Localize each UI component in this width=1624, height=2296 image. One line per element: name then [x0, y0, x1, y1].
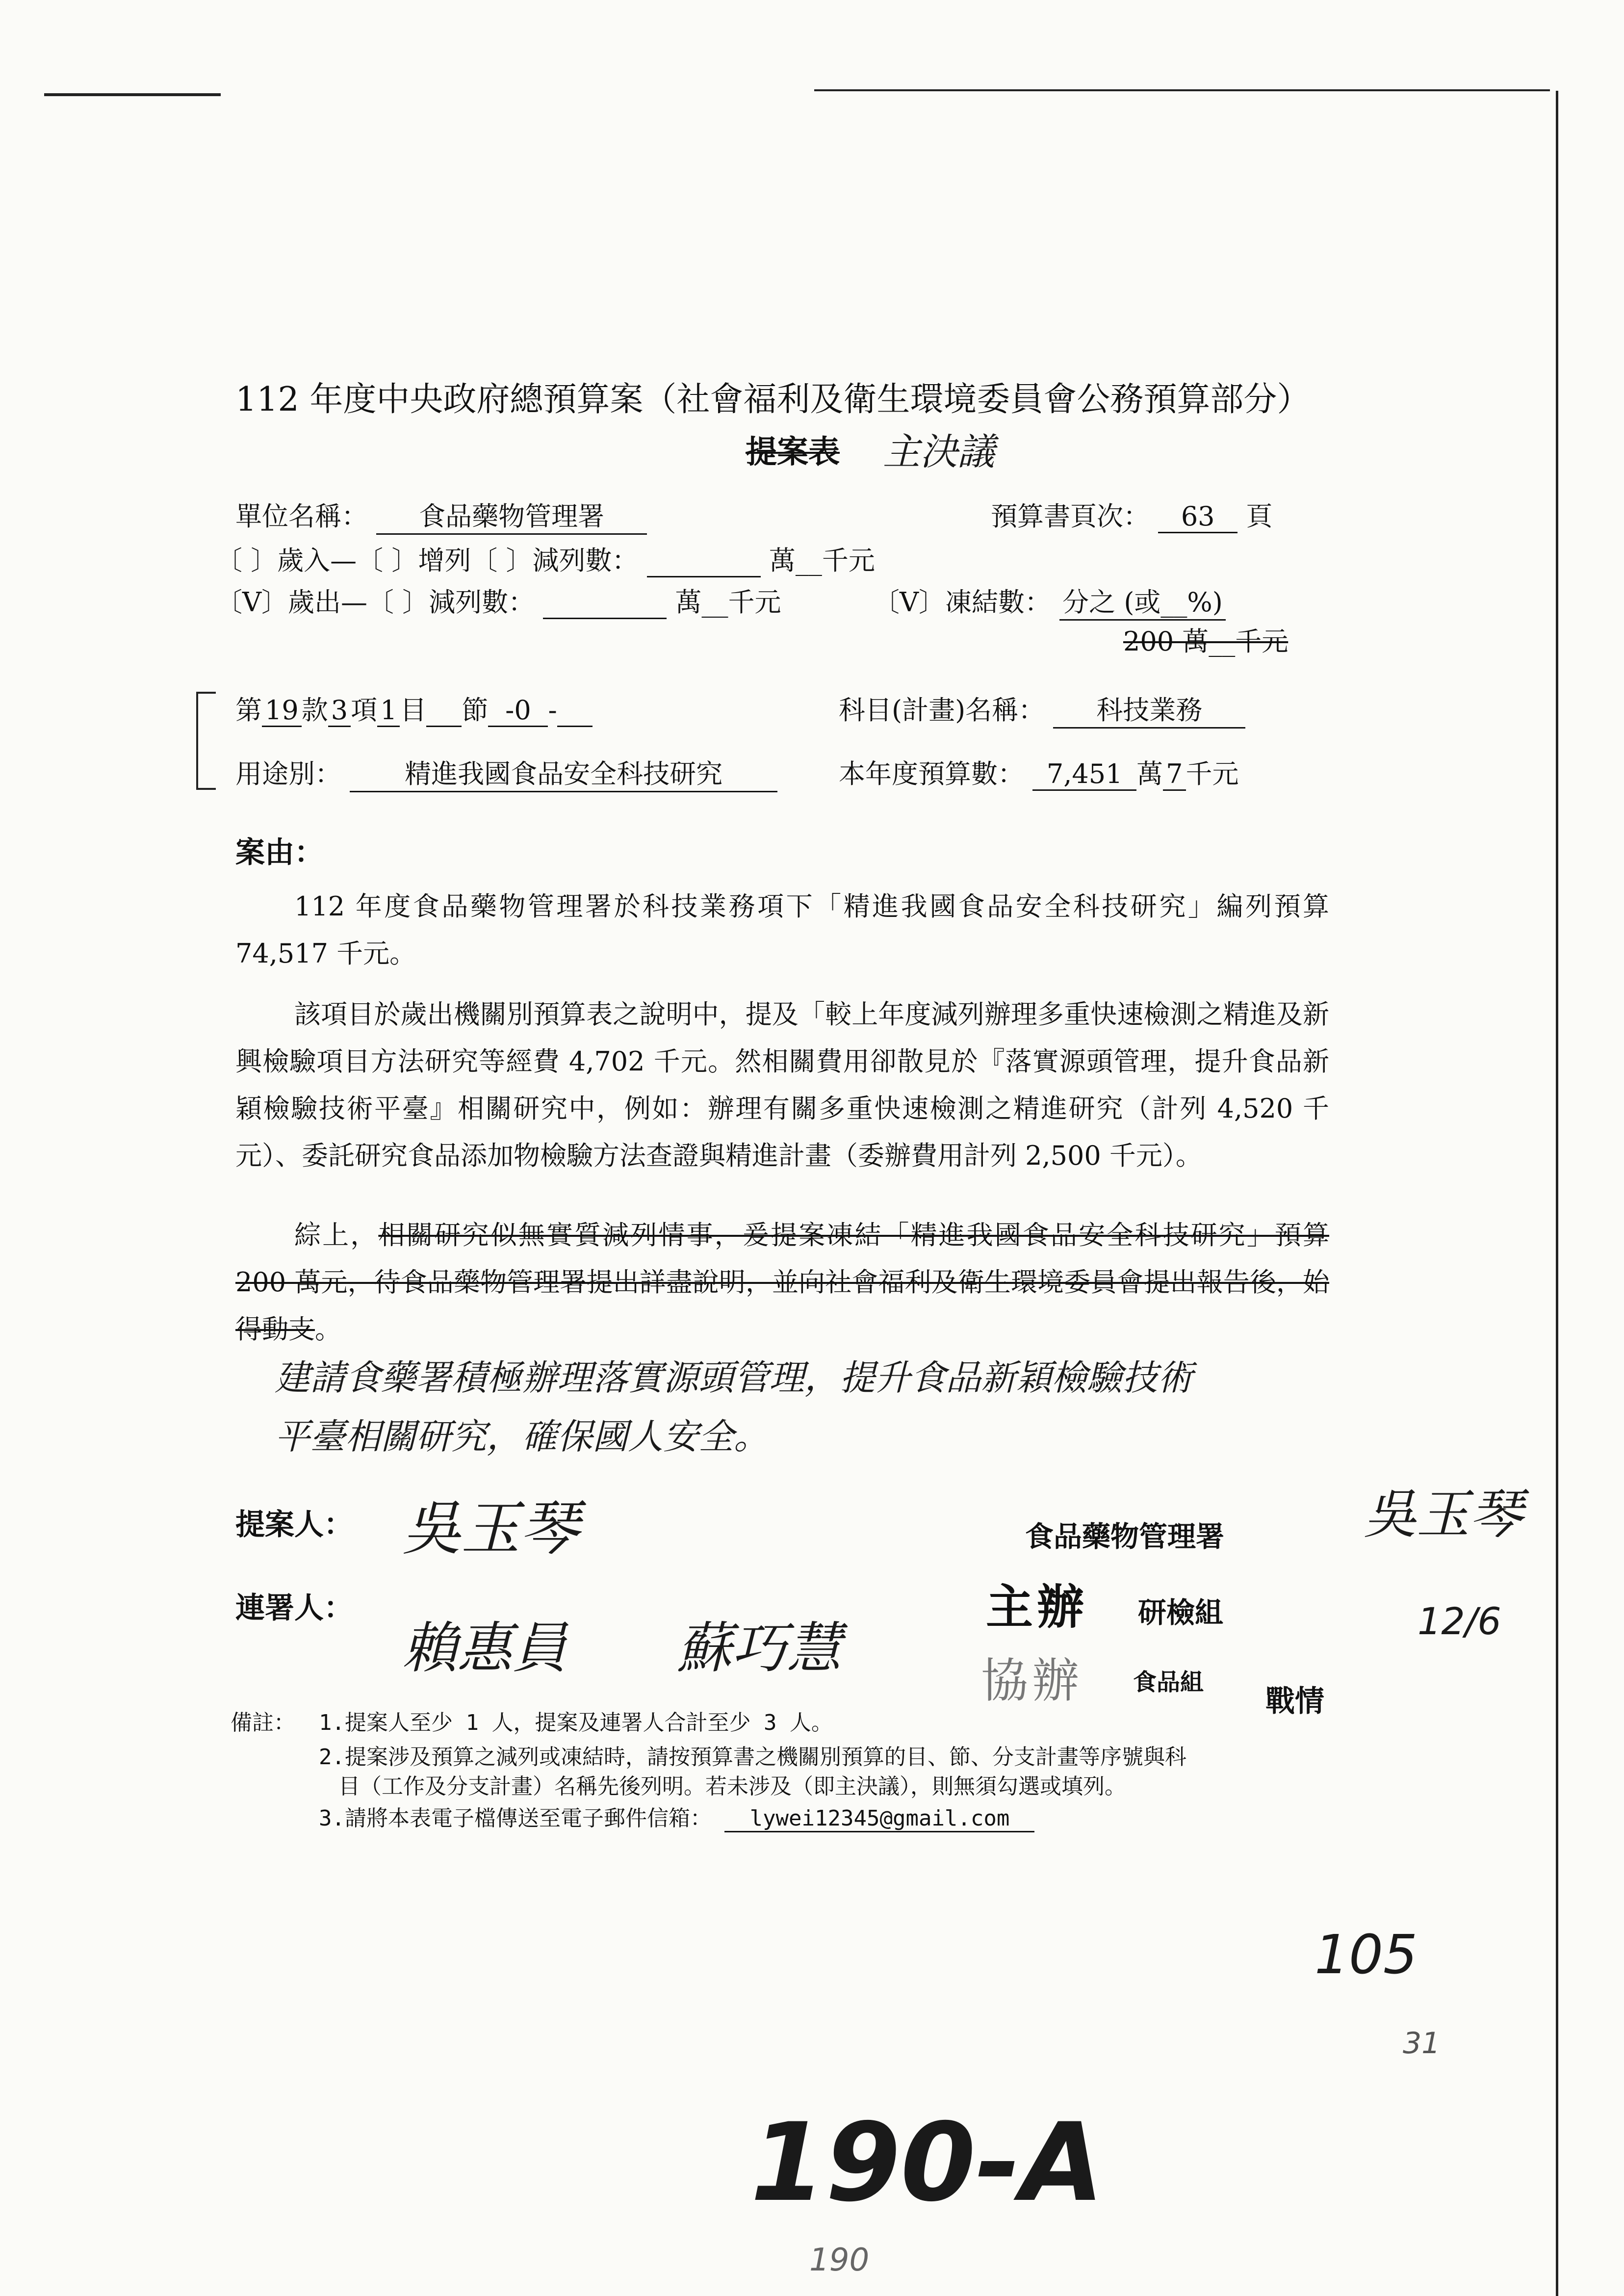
date-handwritten: 12/6 — [1418, 1599, 1501, 1643]
jie-value: -0 — [488, 695, 548, 727]
small-number-handwritten: 31 — [1403, 2026, 1441, 2061]
document-number: 190-A — [750, 2100, 1104, 2225]
expense-row — [216, 581, 781, 619]
form-type-struck: 提案表 — [746, 434, 840, 470]
income-line: 〔 〕歲入—〔 〕增列〔 〕減列數： — [216, 545, 639, 576]
case-paragraph-1 — [235, 883, 1329, 977]
kuan-value: 19 — [262, 695, 302, 727]
notes-label: 備註： — [231, 1710, 295, 1735]
kuan-label: 款 — [301, 695, 328, 726]
jie-label: 節 — [462, 695, 489, 726]
unit-value: 食品藥物管理署 — [376, 496, 647, 535]
jie-blank — [426, 695, 462, 727]
lead-dept: 研檢組 — [1138, 1596, 1224, 1629]
right-edge — [1556, 91, 1558, 2296]
agency-signature: 吳玉琴 — [1364, 1484, 1523, 1545]
section-label: 第 — [235, 695, 262, 726]
page-value: 63 — [1158, 501, 1237, 533]
expense-blank — [543, 587, 667, 619]
use-row — [235, 753, 777, 792]
contact-email: lywei12345@gmail.com — [724, 1806, 1034, 1832]
expense-units: 萬__千元 — [675, 587, 781, 618]
budget-wan: 7,451 — [1032, 758, 1136, 791]
subject-row — [839, 689, 1245, 729]
bracket-bottom — [196, 788, 216, 790]
xiang-label: 項 — [351, 695, 378, 726]
bottom-number: 190 — [809, 2242, 870, 2278]
use-value: 精進我國食品安全科技研究 — [350, 753, 777, 792]
freeze-ratio: 分之 (或__%) — [1059, 581, 1226, 621]
handwritten-line-1: 建請食藥署積極辦理落實源頭管理，提升食品新穎檢驗技術 — [275, 1357, 1193, 1398]
page-number-handwritten: 105 — [1315, 1923, 1418, 1986]
top-rule-left — [44, 93, 221, 96]
expense-line: 〔V〕歲出—〔 〕減列數： — [216, 587, 535, 618]
note-2b: 目（工作及分支計畫）名稱先後列明。若未涉及（即主決議），則無須勾選或填列。 — [338, 1774, 1126, 1799]
subject-value: 科技業務 — [1053, 689, 1245, 729]
cosigner-signature-2: 蘇巧慧 — [677, 1617, 842, 1680]
income-row — [216, 540, 875, 577]
budget-wan-label: 萬 — [1136, 758, 1163, 789]
case-paragraph-3-end: 。 — [315, 1314, 341, 1345]
proposer-signature: 吳玉琴 — [402, 1495, 579, 1563]
assist-dept: 食品組 — [1133, 1669, 1204, 1696]
case-paragraph-2 — [235, 991, 1329, 1179]
case-paragraph-3 — [235, 1212, 1329, 1353]
page-suffix: 頁 — [1246, 501, 1273, 532]
note-3 — [319, 1800, 1034, 1832]
case-heading: 案由： — [235, 835, 324, 870]
income-units: 萬__千元 — [769, 545, 875, 576]
mu-value: 1 — [377, 695, 400, 727]
case-paragraph-2-text: 該項目於歲出機關別預算表之說明中，提及「較上年度減列辦理多重快速檢測之精進及新興檢驗項目方法研究等經費 4,702 千元。然相關費用卻散見於『落實源頭管理，提升食品新穎檢驗技術平臺』相關研究中，例如：辦理有關多重快速檢測之精進研究（計列 4,520 千元）、委託研究食品添加物檢驗方法查證與精進計畫（委辦費用計列 2,500 千元）。 — [235, 999, 1329, 1171]
freeze-label: 〔V〕凍結數： — [873, 587, 1051, 618]
unit-row — [235, 496, 647, 535]
mu-label: 目 — [400, 695, 427, 726]
lead-stamp: 主辦 — [986, 1579, 1088, 1635]
freeze-row — [873, 581, 1226, 621]
note-1: 1.提案人至少 1 人，提案及連署人合計至少 3 人。 — [319, 1710, 833, 1735]
assist-stamp: 協辦 — [981, 1653, 1083, 1708]
case-paragraph-3-prefix: 綜上， — [294, 1220, 379, 1251]
form-type-handwritten: 主決議 — [883, 430, 995, 473]
freeze-amount-struck: 200 萬__千元 — [1123, 626, 1289, 657]
income-blank — [647, 545, 761, 577]
page-label: 預算書頁次： — [991, 501, 1150, 532]
case-paragraph-3-struck: 相關研究似無實質減列情事，爰提案凍結「精進我國食品安全科技研究」預算 200 萬元，待食品藥物管理署提出詳盡說明，並向社會福利及衛生環境委員會提出報告後，始得動支 — [235, 1220, 1330, 1345]
cosigner-label: 連署人： — [235, 1591, 353, 1625]
note-2a: 2.提案涉及預算之減列或凍結時，請按預算書之機關別預算的目、節、分支計畫等序號與科 — [319, 1745, 1186, 1770]
top-rule-right — [814, 89, 1550, 91]
budget-qian-label: 千元 — [1186, 758, 1239, 789]
jie-sub-blank — [557, 695, 593, 727]
bracket-vertical — [196, 692, 198, 790]
handwritten-line-2: 平臺相關研究，確保國人安全。 — [275, 1416, 770, 1457]
cosigner-signature-1: 賴惠員 — [402, 1617, 567, 1680]
agency-name: 食品藥物管理署 — [1025, 1520, 1225, 1553]
xiang-value: 3 — [328, 695, 351, 727]
page-row — [991, 496, 1272, 533]
case-paragraph-1-text: 112 年度食品藥物管理署於科技業務項下「精進我國食品安全科技研究」編列預算 74,517 千元。 — [235, 891, 1329, 969]
budget-label: 本年度預算數： — [839, 758, 1024, 789]
bracket-top — [196, 692, 216, 694]
classification-row: 第 19 款 3 項 1 目 節 -0 - — [235, 689, 593, 727]
budget-qian: 7 — [1163, 758, 1186, 791]
subject-label: 科目(計畫)名稱： — [839, 695, 1045, 726]
proposer-label: 提案人： — [235, 1508, 353, 1542]
assist-person: 戰情 — [1265, 1684, 1324, 1719]
note-3-text: 3.請將本表電子檔傳送至電子郵件信箱： — [319, 1806, 712, 1831]
document-title: 112 年度中央政府總預算案（社會福利及衛生環境委員會公務預算部分） — [235, 380, 1311, 419]
budget-row — [839, 753, 1239, 791]
use-label: 用途別： — [235, 758, 341, 789]
unit-label: 單位名稱： — [235, 501, 368, 532]
